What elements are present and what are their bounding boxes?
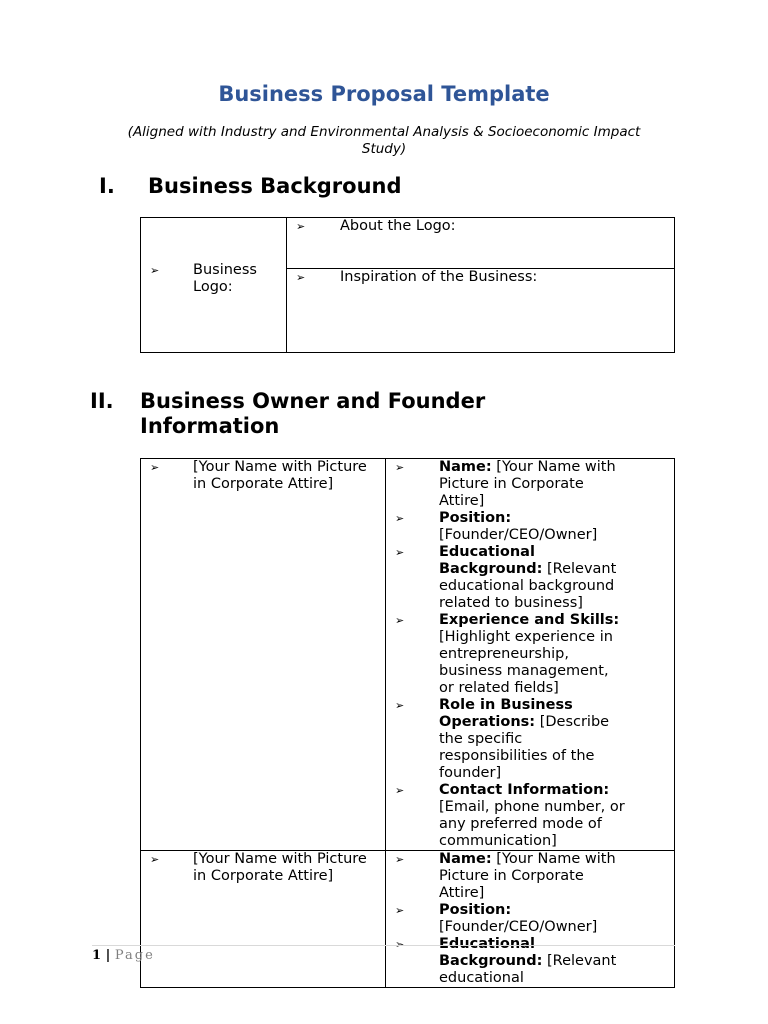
position-value-2: [Founder/CEO/Owner] [439,919,598,935]
about-logo-cell[interactable] [287,218,675,269]
owner-contact-item [386,782,626,850]
contact-label: Contact Information: [439,782,610,798]
owner-position-item-2 [386,902,626,936]
owner-photo-cell-2[interactable] [141,851,386,988]
owner-details-list-1 [386,459,626,850]
position-value: [Founder/CEO/Owner] [439,527,598,543]
section-2-title: Business Owner and Founder Information [140,389,486,438]
section-1-number: I. [99,174,115,198]
business-logo-item [141,262,263,296]
business-background-table [140,217,675,353]
owner-photo-placeholder-2: [Your Name with Picture in Corporate Attire] [193,851,367,884]
name-label: Name: [439,459,492,475]
owner-name-item-2 [386,851,626,902]
owner-photo-placeholder: [Your Name with Picture in Corporate Attire] [193,459,367,492]
about-logo-item [287,218,674,235]
owner-photo-cell-1[interactable] [141,459,386,851]
business-logo-label: Business Logo: [193,262,257,295]
owner-photo-item-2 [141,851,368,885]
name-value: [Your Name with Picture in Corporate Attire] [439,459,616,509]
name-label-2: Name: [439,851,492,867]
footer-divider [92,945,675,946]
education-label: Educational Background: [439,544,543,577]
owner-photo-item-1 [141,459,368,493]
section-2-heading [90,389,650,441]
inspiration-label: Inspiration of the Business: [340,269,538,285]
position-label-2: Position: [439,902,512,918]
owner-education-item [386,544,626,612]
name-value-2: [Your Name with Picture in Corporate Attire] [439,851,616,901]
section-1-title: Business Background [148,174,402,198]
position-label: Position: [439,510,512,526]
contact-value: [Email, phone number, or any preferred mode of communication] [439,799,625,849]
inspiration-item [287,269,674,286]
page-word: Page [114,948,155,963]
inspiration-cell[interactable] [287,269,675,353]
owner-education-item-2 [386,936,626,987]
experience-value: [Highlight experience in entrepreneurship, business management, or related fields] [439,629,613,696]
page-separator: | [101,948,115,963]
page-number: 1 [92,948,102,963]
about-logo-label: About the Logo: [340,218,456,234]
owner-details-cell-2[interactable] [386,851,675,988]
owner-name-item [386,459,626,510]
page-footer [92,948,155,963]
section-1-heading [99,174,659,199]
business-logo-cell[interactable] [141,218,287,353]
education-value: [Relevant educational background related to business] [439,561,617,611]
owner-role-item [386,697,626,782]
owner-details-cell-1[interactable] [386,459,675,851]
owner-position-item [386,510,626,544]
role-label: Role in Business Operations: [439,697,573,730]
education-value-2: [Relevant educational [439,953,617,986]
owner-info-table [140,458,675,988]
experience-label: Experience and Skills: [439,612,620,628]
document-title: Business Proposal Template [218,82,550,106]
role-value: [Describe the specific responsibilities of the founder] [439,714,610,781]
education-label-2: Educational Background: [439,936,543,969]
document-subtitle: (Aligned with Industry and Environmental Analysis & Socioeconomic Impact Study) [127,124,641,157]
owner-details-list-2 [386,851,626,987]
owner-experience-item [386,612,626,697]
section-2-number: II. [90,389,114,413]
